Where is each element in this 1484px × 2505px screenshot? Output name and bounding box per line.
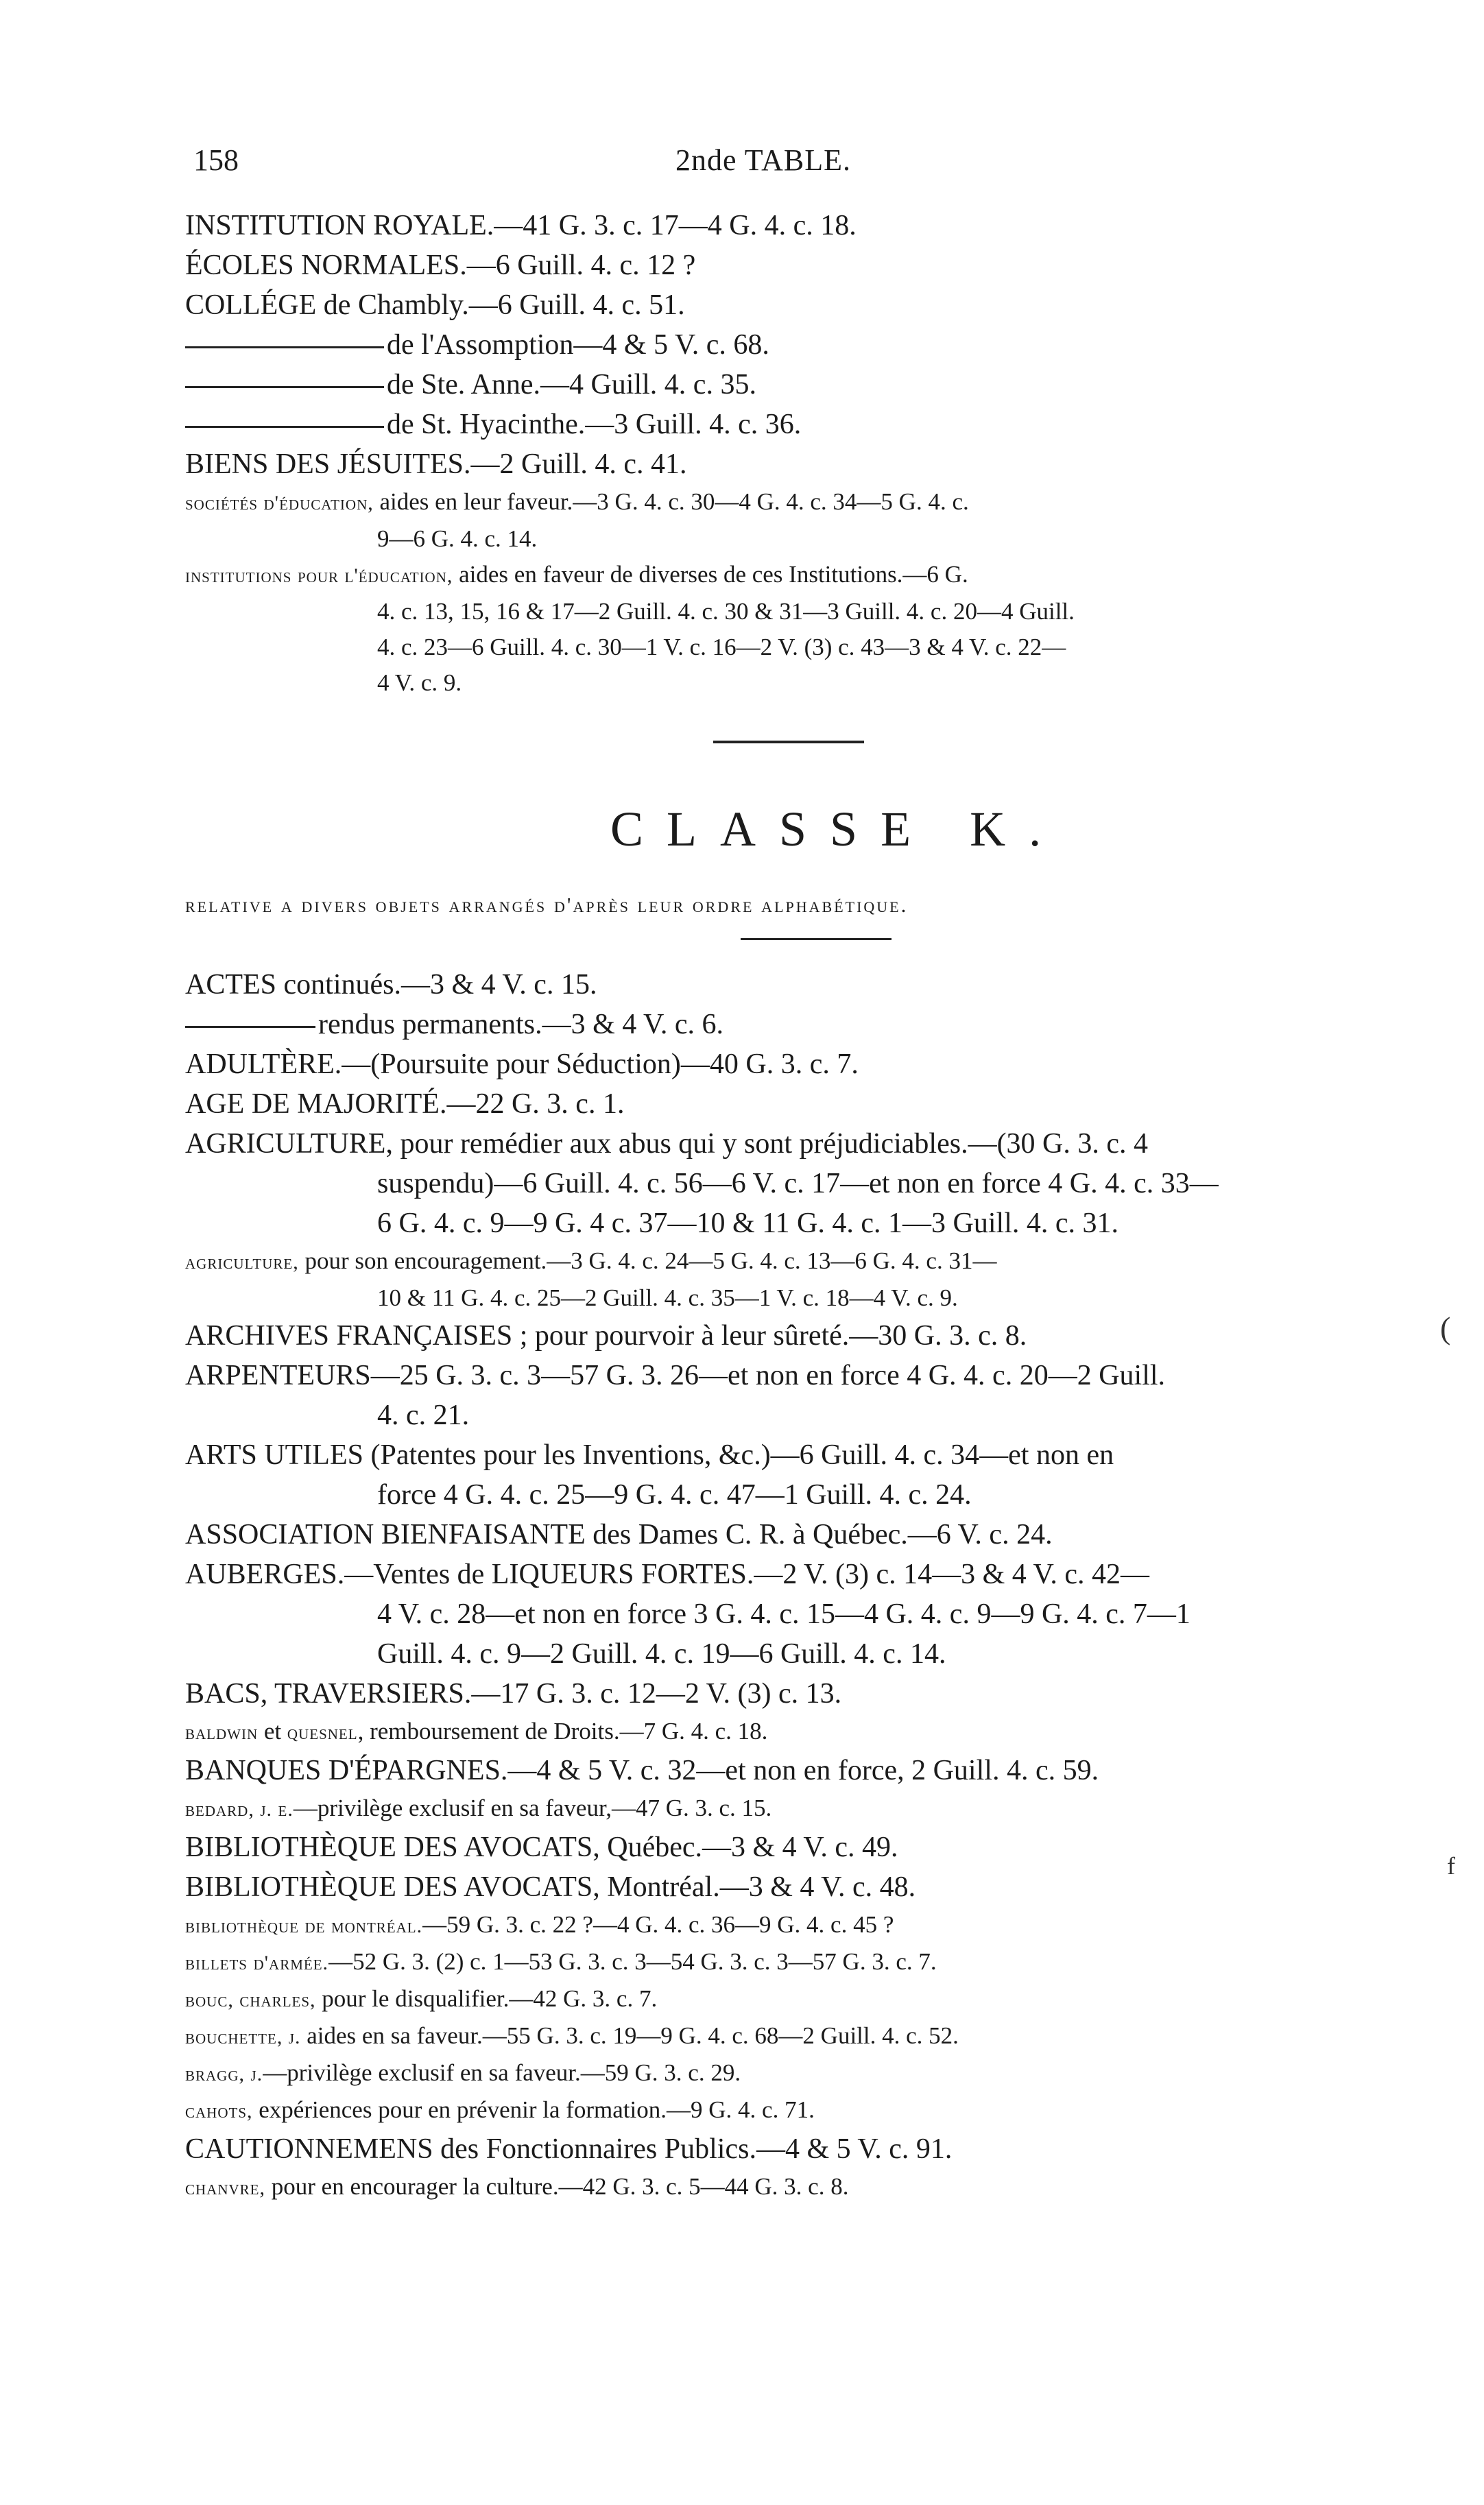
entry-text: INSTITUTION ROYALE.—41 G. 3. c. 17—4 G. 4. c. 18. [185, 210, 857, 241]
entry-heading: bouc, charles, [185, 1989, 316, 2011]
entry-text: rendus permanents.—3 & 4 V. c. 6. [318, 1009, 724, 1040]
ditto-dash [185, 1026, 315, 1028]
entry-line [185, 1124, 1406, 1164]
index-entry [185, 1084, 1406, 1124]
index-entry [185, 365, 1406, 405]
entry-line [185, 1944, 1406, 1981]
entry-text: Guill. 4. c. 9—2 Guill. 4. c. 19—6 Guill. 4. c. 14. [377, 1638, 946, 1670]
entry-line [185, 1435, 1406, 1475]
entry-text: 10 & 11 G. 4. c. 25—2 Guill. 4. c. 35—1 V. c. 18—4 V. c. 9. [377, 1284, 958, 1311]
entry-text: BIBLIOTHÈQUE DES AVOCATS, Québec.—3 & 4 V. c. 49. [185, 1832, 898, 1863]
index-entry [185, 2018, 1406, 2055]
entry-line [185, 1316, 1406, 1356]
entry-heading: chanvre, [185, 2177, 266, 2199]
entry-text: BANQUES D'ÉPARGNES.—4 & 5 V. c. 32—et non en force, 2 Guill. 4. c. 59. [185, 1755, 1099, 1786]
index-entry [185, 1674, 1406, 1714]
entry-text: de St. Hyacinthe.—3 Guill. 4. c. 36. [387, 409, 802, 440]
entry-line [185, 1084, 1406, 1124]
entry-line [185, 1044, 1406, 1084]
entry-text: —59 G. 3. c. 22 ?—4 G. 4. c. 36—9 G. 4. c. 45 ? [422, 1911, 894, 1938]
margin-mark: ( [1440, 1310, 1451, 1345]
entry-line [185, 1164, 1406, 1203]
section-education-entries [185, 206, 1406, 701]
entry-line [185, 965, 1406, 1005]
entry-line [185, 2092, 1406, 2129]
entry-text: —privilège exclusif en sa faveur.—59 G. 3. c. 29. [263, 2059, 741, 2086]
entry-text: AGRICULTURE, pour remédier aux abus qui y sont préjudiciables.—(30 G. 3. c. 4 [185, 1128, 1149, 1160]
entry-text: BIBLIOTHÈQUE DES AVOCATS, Montréal.—3 & 4 V. c. 48. [185, 1871, 916, 1903]
entry-text: CAUTIONNEMENS des Fonctionnaires Publics.—4 & 5 V. c. 91. [185, 2133, 953, 2165]
entry-text: ARTS UTILES (Patentes pour les Inventions, &c.)—6 Guill. 4. c. 34—et non en [185, 1439, 1114, 1471]
entry-line [185, 1005, 1406, 1044]
entry-text: , remboursement de Droits.—7 G. 4. c. 18. [357, 1718, 768, 1745]
entry-line [185, 1827, 1406, 1867]
entry-text: 4 V. c. 9. [377, 669, 462, 696]
entry-heading: bouchette, j. [185, 2026, 301, 2048]
entry-text: 4. c. 23—6 Guill. 4. c. 30—1 V. c. 16—2 V. (3) c. 43—3 & 4 V. c. 22— [377, 634, 1066, 660]
entry-text: et [258, 1718, 287, 1745]
section-classe-k-entries [185, 965, 1406, 2206]
index-entry [185, 557, 1406, 701]
index-entry [185, 1124, 1406, 1243]
index-entry [185, 325, 1406, 365]
entry-text: aides en leur faveur.—3 G. 4. c. 30—4 G. 4. c. 34—5 G. 4. c. [373, 488, 969, 515]
entry-text: 9—6 G. 4. c. 14. [377, 525, 538, 552]
index-entry [185, 1435, 1406, 1515]
entry-text: ARCHIVES FRANÇAISES ; pour pourvoir à leur sûreté.—30 G. 3. c. 8. [185, 1320, 1027, 1352]
index-entry [185, 444, 1406, 484]
entry-line [185, 1555, 1406, 1594]
entry-heading: cahots, [185, 2100, 253, 2122]
ditto-dash [185, 346, 384, 348]
margin-mark: f [1447, 1852, 1455, 1880]
entry-line [185, 2018, 1406, 2055]
index-entry [185, 1714, 1406, 1751]
index-entry [185, 1981, 1406, 2018]
entry-text: ADULTÈRE.—(Poursuite pour Séduction)—40 G. 3. c. 7. [185, 1048, 859, 1080]
entry-line [185, 1203, 1406, 1243]
entry-line [185, 245, 1406, 285]
entry-line [185, 665, 1406, 701]
index-entry [185, 1944, 1406, 1981]
index-entry [185, 1005, 1406, 1044]
entry-line [185, 1395, 1406, 1435]
entry-line [185, 1243, 1406, 1280]
entry-line [185, 405, 1406, 444]
entry-line [185, 1907, 1406, 1944]
entry-heading: agriculture, [185, 1251, 299, 1273]
entry-text: AUBERGES.—Ventes de LIQUEURS FORTES.—2 V. (3) c. 14—3 & 4 V. c. 42— [185, 1559, 1150, 1590]
entry-text: 6 G. 4. c. 9—9 G. 4 c. 37—10 & 11 G. 4. c. 1—3 Guill. 4. c. 31. [377, 1208, 1119, 1239]
entry-line [185, 484, 1406, 521]
entry-text: 4. c. 13, 15, 16 & 17—2 Guill. 4. c. 30 & 31—3 Guill. 4. c. 20—4 Guill. [377, 598, 1075, 625]
index-entry [185, 405, 1406, 444]
entry-line [185, 1475, 1406, 1515]
entry-line [185, 2129, 1406, 2169]
entry-text: COLLÉGE de Chambly.—6 Guill. 4. c. 51. [185, 289, 685, 321]
index-entry [185, 1356, 1406, 1435]
section-divider [713, 741, 864, 743]
entry-line [185, 1280, 1406, 1316]
entry-text: de Ste. Anne.—4 Guill. 4. c. 35. [387, 369, 756, 400]
index-content [185, 206, 1406, 2206]
ditto-dash [185, 426, 384, 428]
entry-text: BIENS DES JÉSUITES.—2 Guill. 4. c. 41. [185, 448, 687, 480]
entry-line [185, 2169, 1406, 2206]
entry-text: pour son encouragement.—3 G. 4. c. 24—5 G. 4. c. 13—6 G. 4. c. 31— [298, 1247, 997, 1274]
index-entry [185, 1907, 1406, 1944]
classe-heading: CLASSE K. [610, 802, 1065, 856]
entry-line [185, 444, 1406, 484]
entry-heading: institutions pour l'éducation, [185, 564, 453, 587]
entry-text: 4 V. c. 28—et non en force 3 G. 4. c. 15—4 G. 4. c. 9—9 G. 4. c. 7—1 [377, 1598, 1190, 1630]
entry-text: —privilège exclusif en sa faveur,—47 G. 3. c. 15. [293, 1795, 772, 1821]
entry-text: ARPENTEURS—25 G. 3. c. 3—57 G. 3. 26—et non en force 4 G. 4. c. 20—2 Guill. [185, 1360, 1166, 1391]
entry-text: pour le disqualifier.—42 G. 3. c. 7. [315, 1985, 658, 2012]
ditto-dash [185, 386, 384, 388]
entry-heading: quesnel [287, 1721, 358, 1744]
index-entry [185, 1243, 1406, 1316]
entry-heading: baldwin [185, 1721, 259, 1744]
classe-subtitle: relative a divers objets arrangés d'après leur ordre alphabétique. [185, 893, 909, 917]
entry-text: ACTES continués.—3 & 4 V. c. 15. [185, 969, 597, 1000]
entry-heading: bibliothèque de montréal. [185, 1915, 423, 1937]
entry-heading: bragg, j. [185, 2063, 263, 2085]
entry-text: force 4 G. 4. c. 25—9 G. 4. c. 47—1 Guill. 4. c. 24. [377, 1479, 972, 1511]
entry-line [185, 630, 1406, 665]
entry-text: ÉCOLES NORMALES.—6 Guill. 4. c. 12 ? [185, 250, 696, 281]
index-entry [185, 2092, 1406, 2129]
index-entry [185, 285, 1406, 325]
entry-text: —52 G. 3. (2) c. 1—53 G. 3. c. 3—54 G. 3. c. 3—57 G. 3. c. 7. [328, 1948, 937, 1975]
entry-line [185, 1674, 1406, 1714]
entry-line [185, 1356, 1406, 1395]
entry-line [185, 521, 1406, 557]
entry-text: 4. c. 21. [377, 1400, 470, 1431]
entry-text: suspendu)—6 Guill. 4. c. 56—6 V. c. 17—et non en force 4 G. 4. c. 33— [377, 1168, 1219, 1199]
entry-line [185, 1714, 1406, 1751]
index-entry [185, 2169, 1406, 2206]
entry-line [185, 594, 1406, 630]
entry-line [185, 1594, 1406, 1634]
page-header [185, 143, 1392, 184]
index-entry [185, 1555, 1406, 1674]
entry-line [185, 2055, 1406, 2092]
index-entry [185, 1867, 1406, 1907]
entry-text: aides en sa faveur.—55 G. 3. c. 19—9 G. 4. c. 68—2 Guill. 4. c. 52. [300, 2022, 959, 2049]
index-entry [185, 1751, 1406, 1790]
index-entry [185, 2129, 1406, 2169]
index-entry [185, 206, 1406, 245]
index-entry [185, 484, 1406, 557]
entry-text: expériences pour en prévenir la formation.—9 G. 4. c. 71. [252, 2096, 815, 2123]
entry-line [185, 557, 1406, 594]
index-entry [185, 1515, 1406, 1555]
entry-line [185, 365, 1406, 405]
entry-line [185, 1634, 1406, 1674]
entry-line [185, 1751, 1406, 1790]
running-title: 2nde TABLE. [675, 143, 851, 177]
index-entry [185, 1044, 1406, 1084]
index-entry [185, 1790, 1406, 1827]
index-entry [185, 245, 1406, 285]
entry-heading: billets d'armée. [185, 1952, 329, 1974]
entry-line [185, 206, 1406, 245]
page-number: 158 [193, 143, 239, 177]
entry-line [185, 1981, 1406, 2018]
index-entry [185, 965, 1406, 1005]
entry-heading: bedard, j. e. [185, 1798, 294, 1821]
index-entry [185, 1316, 1406, 1356]
entry-text: pour en encourager la culture.—42 G. 3. c. 5—44 G. 3. c. 8. [265, 2173, 849, 2200]
entry-text: BACS, TRAVERSIERS.—17 G. 3. c. 12—2 V. (3) c. 13. [185, 1678, 842, 1710]
index-entry [185, 1827, 1406, 1867]
entry-text: ASSOCIATION BIENFAISANTE des Dames C. R. à Québec.—6 V. c. 24. [185, 1519, 1053, 1550]
entry-text: AGE DE MAJORITÉ.—22 G. 3. c. 1. [185, 1088, 625, 1120]
entry-heading: sociétés d'éducation, [185, 492, 374, 514]
entry-line [185, 285, 1406, 325]
entry-line [185, 1790, 1406, 1827]
index-entry [185, 2055, 1406, 2092]
entry-text: aides en faveur de diverses de ces Institutions.—6 G. [453, 561, 968, 588]
entry-line [185, 325, 1406, 365]
entry-line [185, 1867, 1406, 1907]
entry-line [185, 1515, 1406, 1555]
entry-text: de l'Assomption—4 & 5 V. c. 68. [387, 329, 769, 361]
